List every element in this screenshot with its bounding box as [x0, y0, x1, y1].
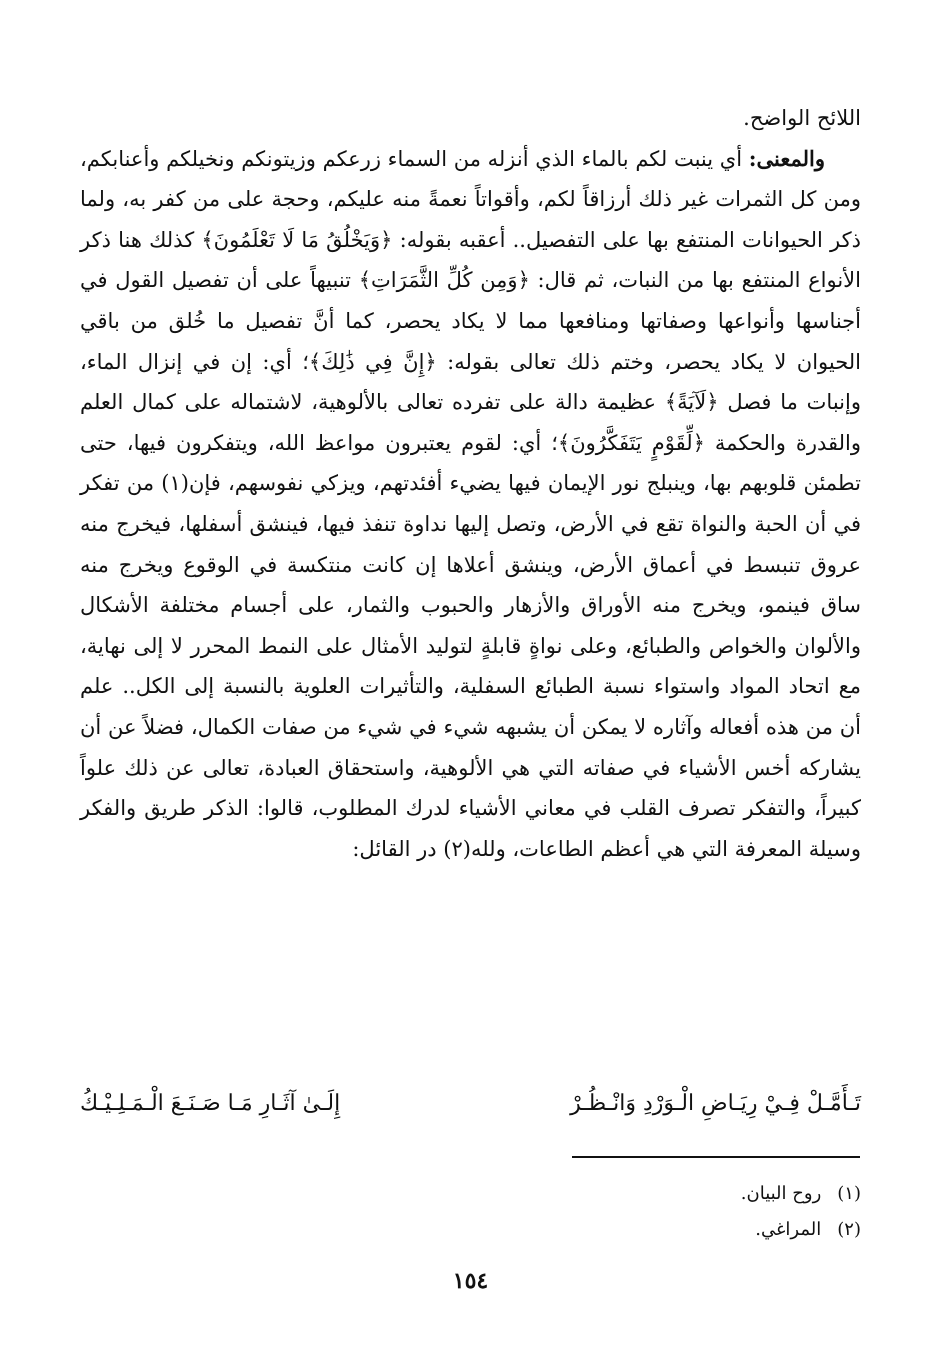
intro-line: اللائح الواضح.: [743, 106, 861, 130]
poem-hemistich-second: إِلَـىٰ آثَـارِ مَـا صَـنَـعَ الْـمَـلِـيْـكُ: [80, 1091, 341, 1116]
page-number: ١٥٤: [452, 1268, 489, 1294]
poem-hemistich-first: تَـأَمَّـلْ فِـيْ رِيَـاضِ الْـوَرْدِ وَانْـظُـرْ: [570, 1091, 861, 1116]
footnotes: [80, 1176, 861, 1248]
footnote-item: [80, 1212, 861, 1248]
main-text: [80, 98, 861, 869]
poem-verse: [80, 1084, 861, 1124]
footnote-separator: [572, 1156, 860, 1158]
footnote-text: المراغي.: [755, 1219, 822, 1240]
footnote-text: روح البيان.: [740, 1183, 822, 1204]
paragraph-text: أي ينبت لكم بالماء الذي أنزله من السماء زرعكم وزيتونكم ونخيلكم وأعنابكم، ومن كل الثمرات غير ذلك أرزاقاً لكم، وأقواتاً نعمةً منه عليكم، وحجة على من كفر به، ولما ذكر الحيوانات المنتفع بها على التفصيل.. أعقبه بقوله: ﴿وَيَخْلُقُ مَا لَا تَعْلَمُونَ﴾ كذلك هنا ذكر الأنواع المنتفع بها من النبات، ثم قال: ﴿وَمِن كُلِّ الثَّمَرَاتِ﴾ تنبيهاً على أن تفصيل القول في أجناسها وأنواعها وصفاتها ومنافعها مما لا يكاد يحصر، كما أنَّ تفصيل ما خُلق من باقي الحيوان لا يكاد يحصر، وختم ذلك تعالى بقوله: ﴿إِنَّ فِي ذَٰلِكَ﴾؛ أي: إن في إنزال الماء، وإنبات ما فصل ﴿لَآيَةً﴾ عظيمة دالة على تفرده تعالى بالألوهية، لاشتماله على كمال العلم والقدرة والحكمة ﴿لِّقَوْمٍ يَتَفَكَّرُونَ﴾؛ أي: لقوم يعتبرون مواعظ الله، ويتفكرون فيها، حتى تطمئن قلوبهم بها، وينبلج نور الإيمان فيها يضيء أفئدتهم، ويزكي نفوسهم، فإن(١) من تفكر في أن الحبة والنواة تقع في الأرض، وتصل إليها نداوة تنفذ فيها، فينشق أسفلها، فيخرج منه عروق تنبسط في أعماق الأرض، وينشق أعلاها إن كانت منتكسة في الوقوع ويخرج منه ساق فينمو، ويخرج منه الأوراق والأزهار والحبوب والثمار، على أجسام مختلفة الأشكال والألوان والخواص والطبائع، وعلى نواةٍ قابلةٍ لتوليد الأمثال على النمط المحرر لا إلى نهاية، مع اتحاد المواد واستواء نسبة الطبائع السفلية، والتأثيرات العلوية بالنسبة إلى الكل.. علم أن من هذه أفعاله وآثاره لا يمكن أن يشبهه شيء في شيء من صفات الكمال، فضلاً عن أن يشاركه أخس الأشياء في صفاته التي هي الألوهية، واستحقاق العبادة، تعالى عن ذلك علواً كبيراً، والتفكر تصرف القلب في معاني الأشياء لدرك المطلوب، قالوا: الذكر طريق والفكر وسيلة المعرفة التي هي أعظم الطاعات، ولله(٢) در القائل:: [80, 146, 861, 861]
lead-word: والمعنى:: [748, 145, 825, 171]
footnote-number: (٢): [837, 1219, 861, 1240]
commentary-paragraph: [80, 139, 861, 870]
footnote-number: (١): [837, 1183, 861, 1204]
footnote-item: [80, 1176, 861, 1212]
